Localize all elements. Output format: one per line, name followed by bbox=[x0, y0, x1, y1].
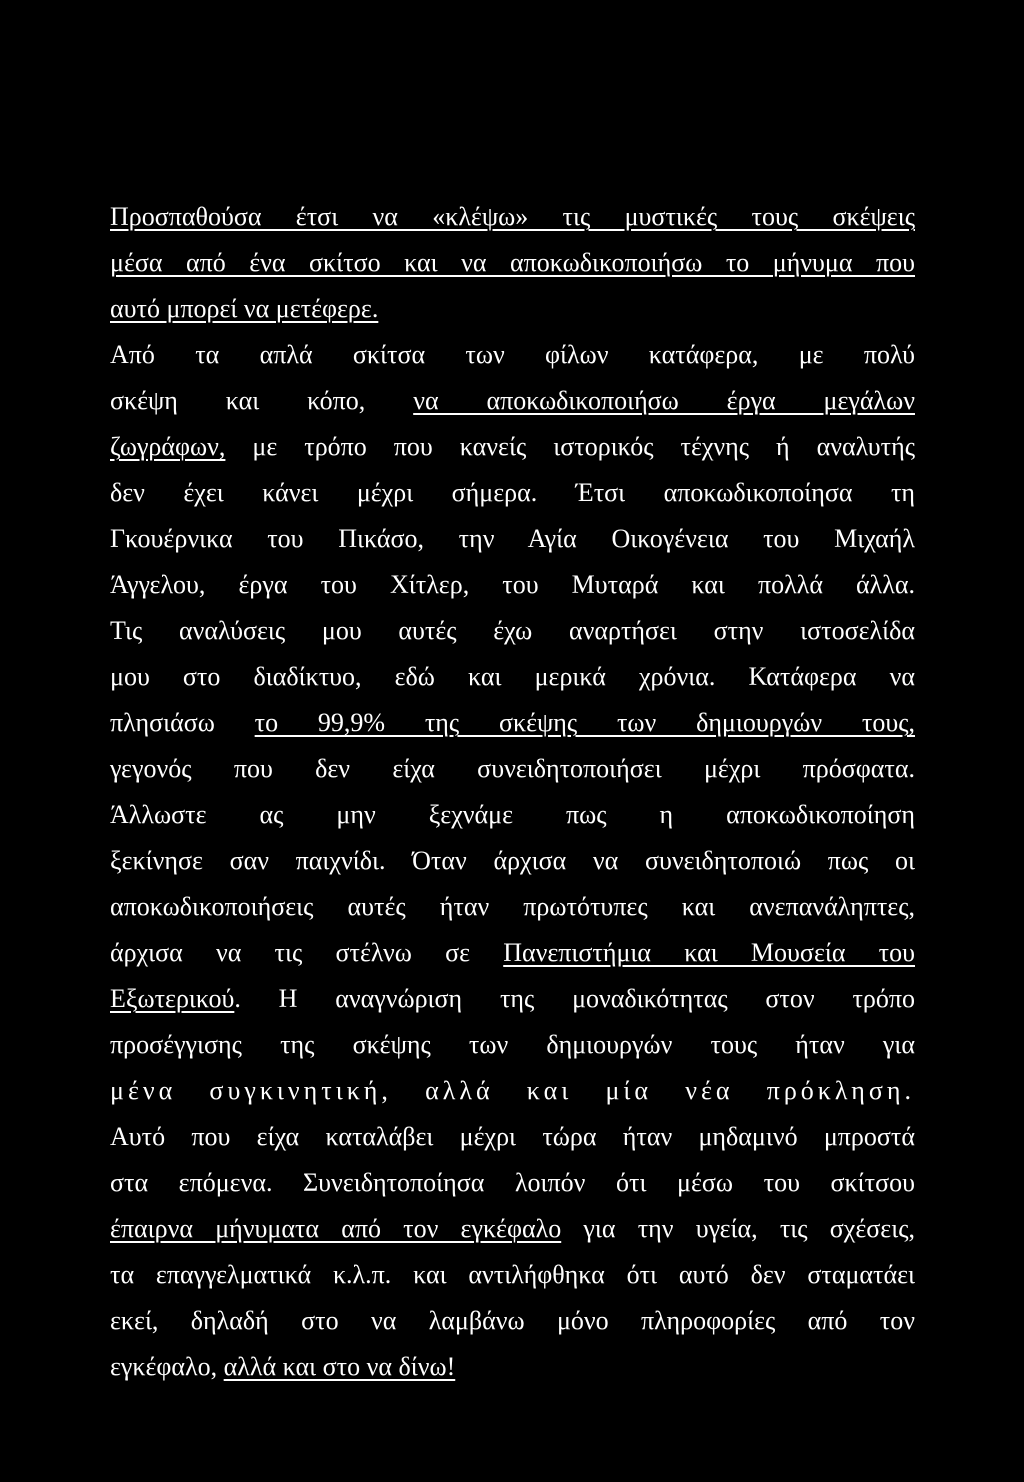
text-segment: για την υγεία, τις σχέσεις, bbox=[561, 1214, 915, 1243]
text-line bbox=[110, 286, 915, 332]
text-segment: σκέψη και κόπο, bbox=[110, 386, 414, 415]
text-line bbox=[110, 1022, 915, 1068]
underlined-text: ζωγράφων, bbox=[110, 432, 226, 461]
text-segment: Γκουέρνικα του Πικάσο, την Αγία Οικογένεια του Μιχαήλ bbox=[110, 524, 915, 553]
text-line bbox=[110, 1344, 915, 1390]
text-segment: με τρόπο που κανείς ιστορικός τέχνης ή αναλυτής bbox=[225, 432, 915, 461]
underlined-text: να αποκωδικοποιήσω έργα μεγάλων bbox=[413, 386, 915, 415]
text-segment: άρχισα να τις στέλνω σε bbox=[110, 938, 504, 967]
text-line bbox=[110, 1252, 915, 1298]
text-segment: Από τα απλά σκίτσα των φίλων κατάφερα, με πολύ bbox=[110, 340, 915, 369]
text-line bbox=[110, 700, 915, 746]
text-segment: γεγονός που δεν είχα συνειδητοποιήσει μέχρι πρόσφατα. bbox=[110, 754, 915, 783]
text-line bbox=[110, 194, 915, 240]
text-line bbox=[110, 378, 915, 424]
text-segment: εκεί, δηλαδή στο να λαμβάνω μόνο πληροφορίες από τον bbox=[110, 1306, 915, 1335]
underlined-text: αλλά και στο να δίνω! bbox=[223, 1352, 456, 1381]
text-segment: Άλλωστε ας μην ξεχνάμε πως η αποκωδικοποίηση bbox=[110, 800, 915, 829]
text-line bbox=[110, 1160, 915, 1206]
text-line bbox=[110, 1206, 915, 1252]
body-text bbox=[110, 194, 915, 1390]
underlined-text: Εξωτερικού bbox=[110, 984, 235, 1013]
text-line bbox=[110, 516, 915, 562]
underlined-text: μέσα από ένα σκίτσο και να αποκωδικοποιήσω το μήνυμα που bbox=[110, 248, 915, 277]
text-line bbox=[110, 332, 915, 378]
text-segment: μένα συγκινητική, αλλά και μία νέα πρόκληση. bbox=[110, 1076, 915, 1105]
text-segment: πλησιάσω bbox=[110, 708, 255, 737]
underlined-text: το 99,9% της σκέψης των δημιουργών τους, bbox=[254, 708, 915, 737]
text-segment: Άγγελου, έργα του Χίτλερ, του Μυταρά και πολλά άλλα. bbox=[110, 570, 915, 599]
text-segment: εγκέφαλο, bbox=[110, 1352, 224, 1381]
text-line bbox=[110, 240, 915, 286]
text-segment: . Η αναγνώριση της μοναδικότητας στον τρόπο bbox=[234, 984, 915, 1013]
underlined-text: έπαιρνα μήνυματα από τον εγκέφαλο bbox=[110, 1214, 562, 1243]
text-segment: Τις αναλύσεις μου αυτές έχω αναρτήσει στην ιστοσελίδα bbox=[110, 616, 915, 645]
text-line bbox=[110, 792, 915, 838]
text-line bbox=[110, 930, 915, 976]
text-line bbox=[110, 746, 915, 792]
text-segment: μου στο διαδίκτυο, εδώ και μερικά χρόνια. Κατάφερα να bbox=[110, 662, 915, 691]
text-line bbox=[110, 608, 915, 654]
text-segment: δεν έχει κάνει μέχρι σήμερα. Έτσι αποκωδικοποίησα τη bbox=[110, 478, 915, 507]
text-segment: αποκωδικοποιήσεις αυτές ήταν πρωτότυπες και ανεπανάληπτες, bbox=[110, 892, 915, 921]
underlined-text: Πανεπιστήμια και Μουσεία του bbox=[503, 938, 915, 967]
text-line bbox=[110, 838, 915, 884]
text-segment: τα επαγγελματικά κ.λ.π. και αντιλήφθηκα ότι αυτό δεν σταματάει bbox=[110, 1260, 915, 1289]
text-segment: στα επόμενα. Συνειδητοποίησα λοιπόν ότι μέσω του σκίτσου bbox=[110, 1168, 915, 1197]
text-line bbox=[110, 562, 915, 608]
text-line bbox=[110, 1068, 915, 1114]
text-line bbox=[110, 1114, 915, 1160]
underlined-text: Προσπαθούσα έτσι να «κλέψω» τις μυστικές τους σκέψεις bbox=[110, 202, 915, 231]
text-line bbox=[110, 424, 915, 470]
text-line bbox=[110, 654, 915, 700]
text-line bbox=[110, 884, 915, 930]
text-line bbox=[110, 470, 915, 516]
text-segment: προσέγγισης της σκέψης των δημιουργών τους ήταν για bbox=[110, 1030, 915, 1059]
text-segment: ξεκίνησε σαν παιχνίδι. Όταν άρχισα να συνειδητοποιώ πως οι bbox=[110, 846, 915, 875]
text-line bbox=[110, 1298, 915, 1344]
text-segment: Αυτό που είχα καταλάβει μέχρι τώρα ήταν μηδαμινό μπροστά bbox=[110, 1122, 915, 1151]
underlined-text: αυτό μπορεί να μετέφερε. bbox=[110, 294, 379, 323]
text-line bbox=[110, 976, 915, 1022]
